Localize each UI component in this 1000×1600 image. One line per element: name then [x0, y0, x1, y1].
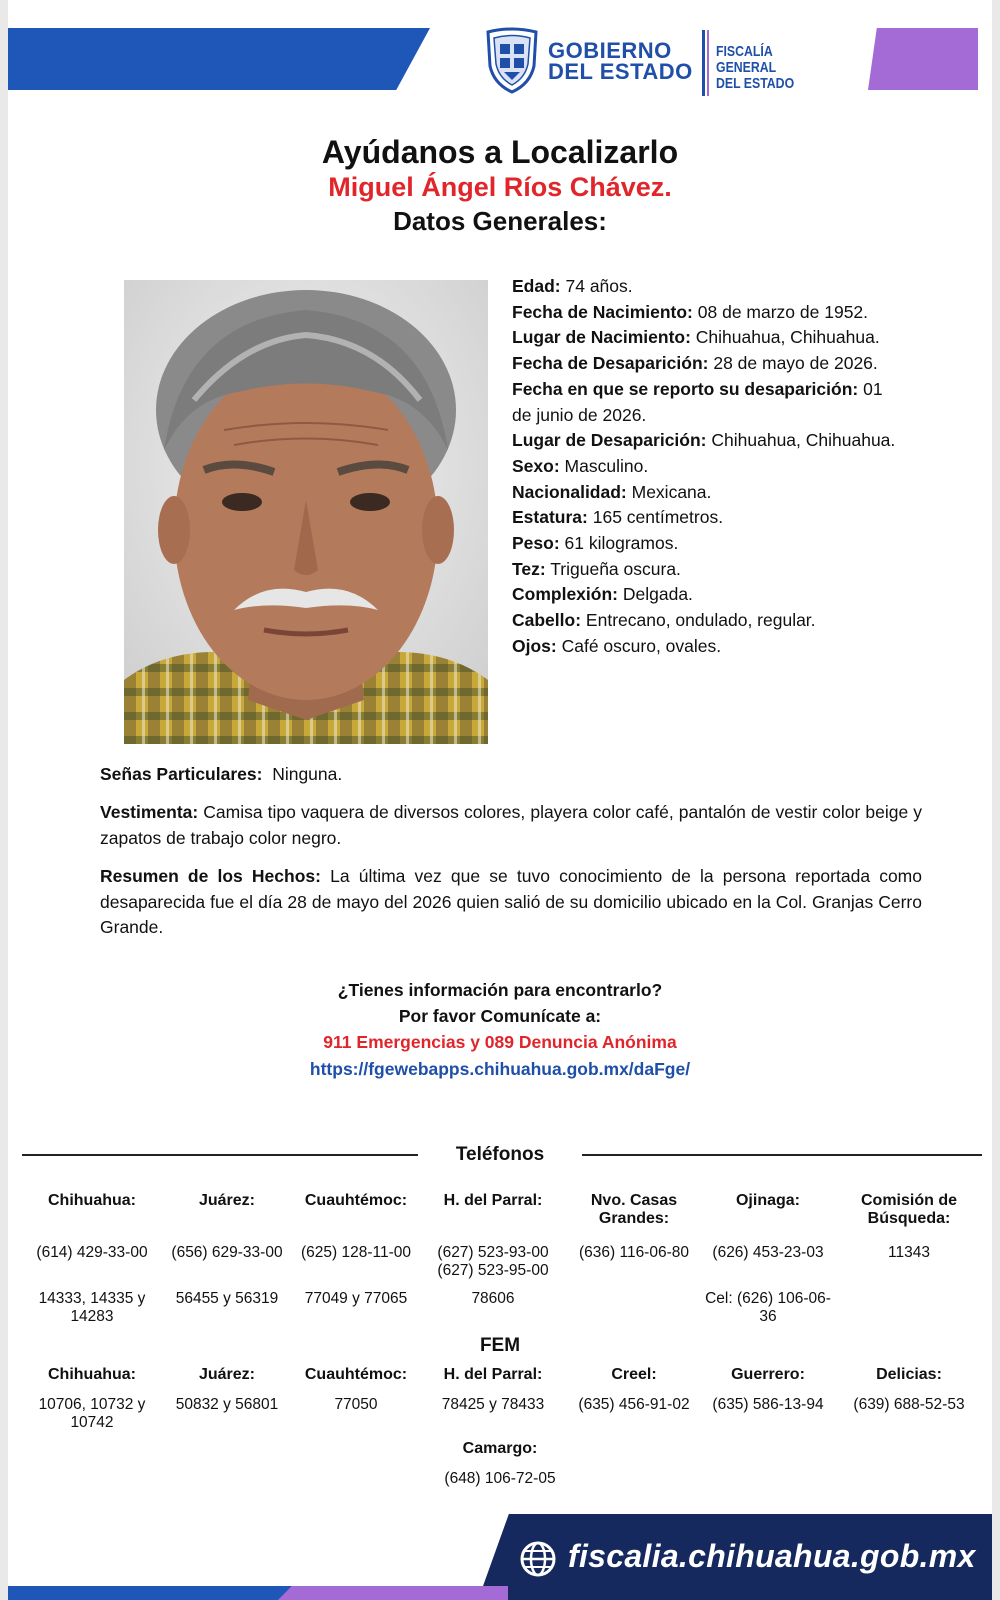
fiscalia-wordmark: FISCALÍA GENERAL DEL ESTADO: [716, 43, 795, 92]
data-row: [512, 377, 902, 428]
data-row: [512, 325, 902, 351]
data-row: [512, 428, 902, 454]
fem-title: FEM: [479, 1335, 521, 1356]
data-row: [512, 557, 902, 583]
vestimenta-label: Vestimenta:: [100, 802, 199, 822]
data-value: Café oscuro, ovales.: [561, 635, 722, 656]
header-purple-bar: [868, 28, 978, 90]
gobierno-wordmark: GOBIERNO DEL ESTADO: [548, 38, 693, 84]
phone-number: (627) 523-93-00 (627) 523-95-00: [437, 1244, 549, 1279]
footer-purple-stripe: [278, 1586, 508, 1600]
camargo-label: Camargo:: [462, 1440, 538, 1457]
telefonos-title: Teléfonos: [455, 1144, 545, 1165]
data-value: Delgada.: [622, 584, 693, 605]
phone-extension: 77049 y 77065: [304, 1290, 408, 1307]
phone-number: (625) 128-11-00: [300, 1244, 411, 1261]
vestimenta-value: Camisa tipo vaquera de diversos colores, playera color café, pantalón de vestir color beige y zapatos de trabajo color negro.: [100, 802, 922, 848]
phone-extension: 14333, 14335 y 14283: [38, 1290, 146, 1325]
data-row: [512, 351, 902, 377]
globe-icon: [518, 1539, 558, 1579]
resumen-label: Resumen de los Hechos:: [100, 866, 321, 886]
phone-header: Juárez:: [198, 1192, 256, 1209]
phone-header: Nvo. Casas Grandes:: [590, 1192, 678, 1227]
fem-number: (639) 688-52-53: [853, 1396, 965, 1413]
data-row: [512, 480, 902, 506]
fem-number: 77050: [334, 1396, 378, 1413]
general-data-list: [512, 274, 902, 660]
data-value: 61 kilogramos.: [564, 533, 679, 554]
emergency-numbers: 911 Emergencias y 089 Denuncia Anónima: [323, 1032, 677, 1052]
data-label: Estatura:: [512, 507, 588, 528]
phone-header: Chihuahua:: [48, 1192, 136, 1209]
data-label: Complexión:: [512, 584, 618, 605]
footer-website-link[interactable]: fiscalia.chihuahua.gob.mx: [568, 1538, 976, 1574]
logo-divider: [702, 30, 705, 96]
fem-number: 78425 y 78433: [441, 1396, 545, 1413]
phone-number: (656) 629-33-00: [171, 1244, 283, 1261]
data-row: [512, 300, 902, 326]
data-label: Fecha de Nacimiento:: [512, 301, 693, 322]
fem-number: (635) 456-91-02: [578, 1396, 690, 1413]
data-value: Entrecano, ondulado, regular.: [585, 610, 816, 631]
phone-extension: 56455 y 56319: [175, 1290, 279, 1307]
data-value: Mexicana.: [631, 481, 712, 502]
section-subtitle: Datos Generales:: [393, 206, 607, 236]
logo-divider-accent: [707, 30, 709, 96]
data-label: Fecha en que se reporto su desaparición:: [512, 378, 859, 399]
data-row: [512, 505, 902, 531]
data-label: Edad:: [512, 276, 561, 296]
data-row: [512, 274, 902, 300]
phone-header: H. del Parral:: [443, 1192, 543, 1209]
state-shield-icon: [484, 26, 540, 94]
portrait-photo: [124, 280, 488, 744]
fem-header: Juárez:: [198, 1366, 256, 1383]
fem-header: Chihuahua:: [48, 1366, 136, 1383]
data-value: 165 centímetros.: [592, 507, 724, 528]
data-value: Trigueña oscura.: [550, 558, 681, 579]
data-label: Peso:: [512, 533, 560, 554]
fem-number: 50832 y 56801: [175, 1396, 279, 1413]
senas-label: Señas Particulares:: [100, 764, 263, 784]
phone-header: Comisión de Búsqueda:: [860, 1192, 957, 1227]
phone-extension: 78606: [471, 1290, 515, 1307]
data-value: 74 años.: [565, 276, 633, 296]
data-label: Lugar de Nacimiento:: [512, 327, 691, 348]
data-label: Ojos:: [512, 635, 557, 656]
data-value: Chihuahua, Chihuahua.: [695, 327, 880, 348]
phone-number: 11343: [888, 1244, 930, 1261]
phone-number: (636) 116-06-80: [578, 1244, 689, 1261]
phone-number: (614) 429-33-00: [36, 1244, 148, 1261]
fem-header: Delicias:: [876, 1366, 942, 1383]
data-row: [512, 582, 902, 608]
data-row: [512, 531, 902, 557]
camargo-phone: (648) 106-72-05: [444, 1470, 556, 1487]
data-label: Sexo:: [512, 455, 560, 476]
resumen-value: La última vez que se tuvo conocimiento de la persona reportada como desaparecida fue el día 28 de mayo del 2026 quien salió de su domicilio ubicado en la Col. Granjas Cerro Grande.: [100, 866, 922, 937]
data-value: 01 de junio de 2026.: [512, 378, 883, 425]
missing-person-poster: [8, 0, 992, 1600]
phone-header: Cuauhtémoc:: [304, 1192, 408, 1209]
fem-number: (635) 586-13-94: [712, 1396, 824, 1413]
data-label: Fecha de Desaparición:: [512, 353, 709, 374]
data-value: 28 de mayo de 2026.: [713, 353, 878, 374]
phone-header: Ojinaga:: [735, 1192, 800, 1209]
senas-value: Ninguna.: [272, 764, 343, 784]
vestimenta: [100, 800, 922, 851]
fem-header: Creel:: [611, 1366, 657, 1383]
resumen-hechos: [100, 864, 922, 941]
fem-header: H. del Parral:: [443, 1366, 543, 1383]
data-value: Chihuahua, Chihuahua.: [711, 430, 896, 451]
data-value: 08 de marzo de 1952.: [697, 301, 869, 322]
data-label: Tez:: [512, 558, 546, 579]
footer-blue-stripe: [8, 1586, 308, 1600]
data-label: Lugar de Desaparición:: [512, 430, 707, 451]
data-row: [512, 454, 902, 480]
report-url-link[interactable]: https://fgewebapps.chihuahua.gob.mx/daFge/: [309, 1059, 691, 1079]
fem-header: Guerrero:: [731, 1366, 805, 1383]
fem-number: 10706, 10732 y 10742: [38, 1396, 146, 1431]
phone-extension: Cel: (626) 106-06-36: [705, 1290, 831, 1325]
data-row: [512, 634, 902, 660]
contact-question: ¿Tienes información para encontrarlo?: [337, 980, 663, 1000]
data-value: Masculino.: [564, 455, 649, 476]
phone-number: (626) 453-23-03: [712, 1244, 824, 1261]
poster-title: Ayúdanos a Localizarlo: [321, 134, 679, 170]
header-blue-bar: [8, 28, 430, 90]
senas-particulares: [100, 762, 922, 788]
person-name: Miguel Ángel Ríos Chávez.: [328, 172, 672, 202]
data-row: [512, 608, 902, 634]
data-label: Cabello:: [512, 610, 582, 631]
data-label: Nacionalidad:: [512, 481, 627, 502]
contact-please: Por favor Comunícate a:: [398, 1006, 602, 1026]
fem-header: Cuauhtémoc:: [304, 1366, 408, 1383]
government-logo: [484, 24, 824, 98]
